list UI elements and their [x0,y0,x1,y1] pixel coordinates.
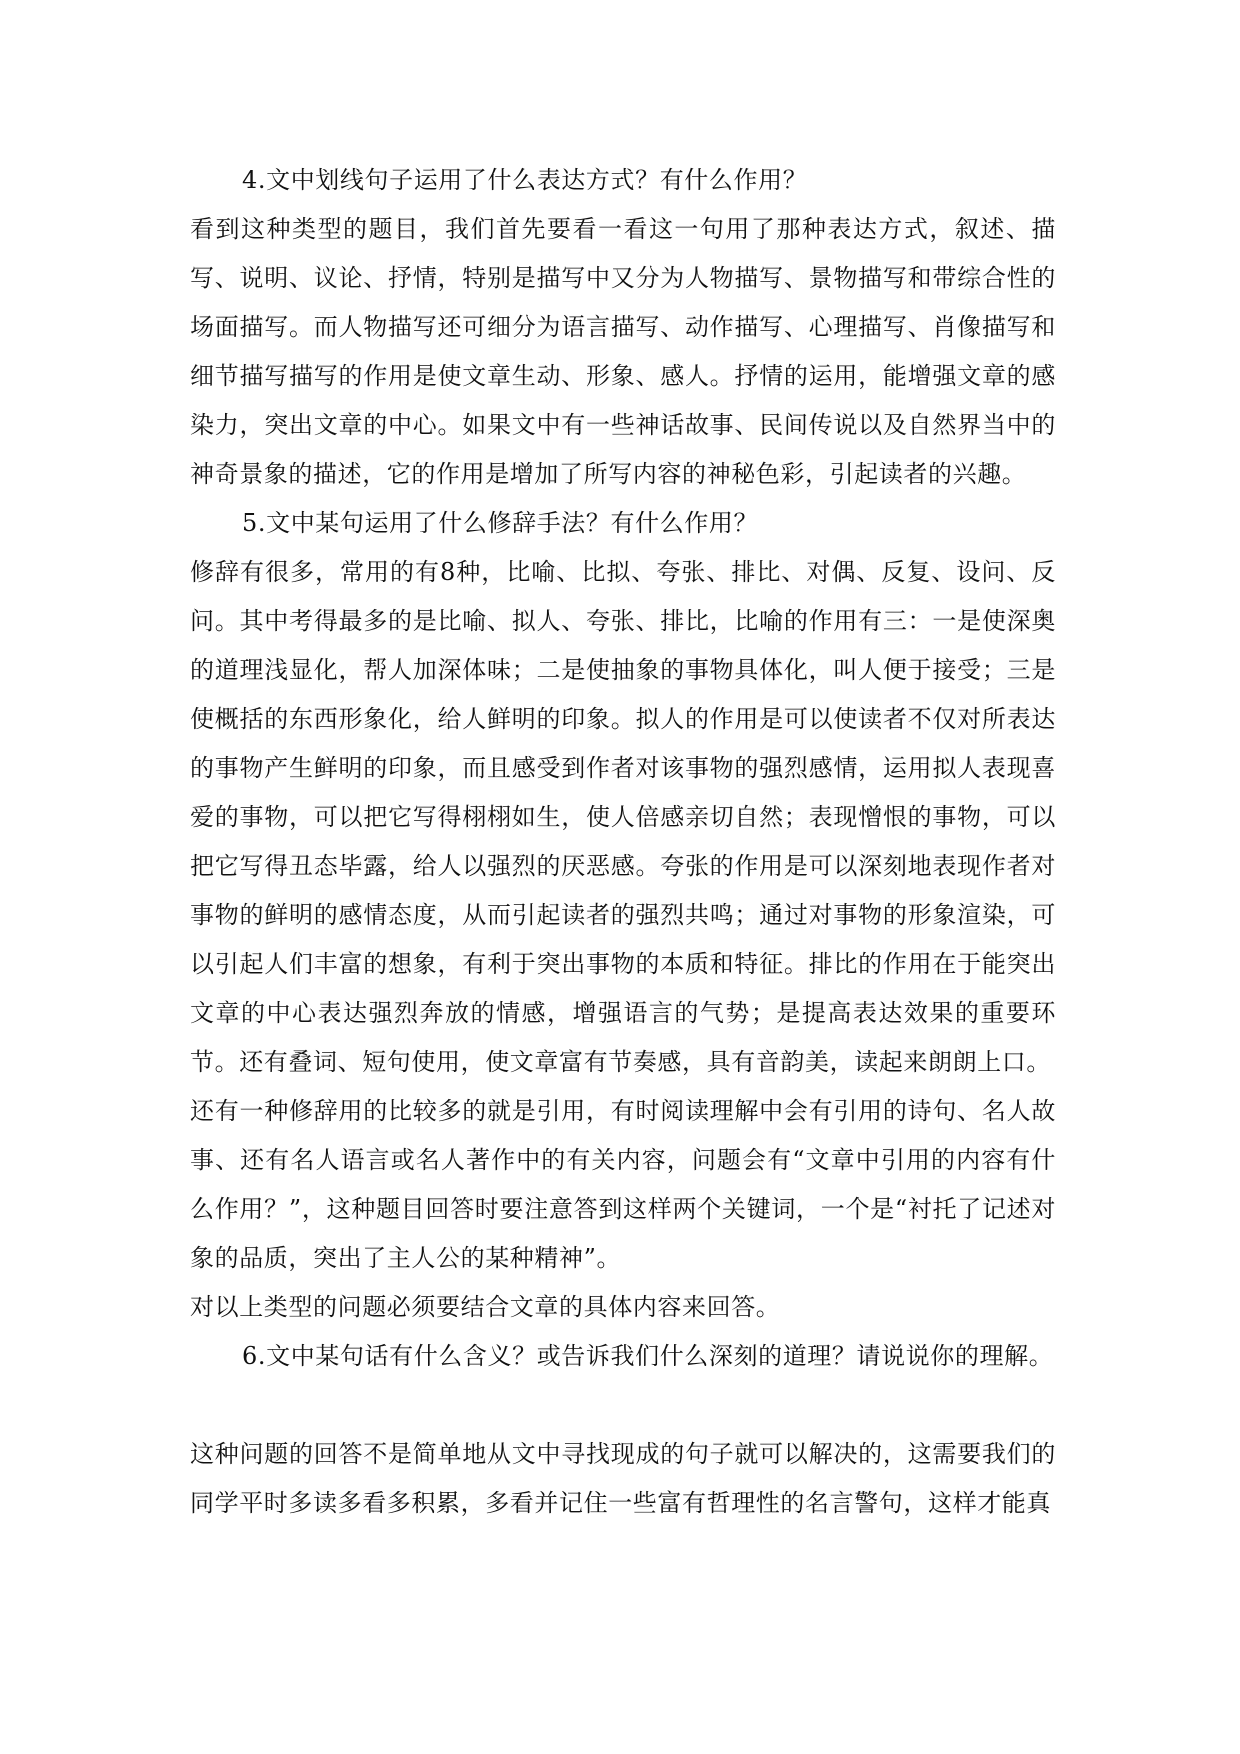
question-6-answer: 这种问题的回答不是简单地从文中寻找现成的句子就可以解决的，这需要我们的同学平时多读多看多积累，多看并记住一些富有哲理性的名言警句，这样才能真 [190,1440,1056,1517]
quotation-paragraph: 还有一种修辞用的比较多的就是引用，有时阅读理解中会有引用的诗句、名人故事、还有名人语言或名人著作中的有关内容，问题会有“文章中引用的内容有什么作用？”，这种题目回答时要注意答到这样两个关键词，一个是“衬托了记述对象的品质，突出了主人公的某种精神”。 [190,1097,1056,1272]
blank-line [190,1381,1056,1430]
question-5-heading: 5.文中某句运用了什么修辞手法？有什么作用？ [242,509,759,537]
question-4-heading: 4.文中划线句子运用了什么表达方式？有什么作用？ [242,166,808,194]
summary-paragraph: 对以上类型的问题必须要结合文章的具体内容来回答。 [190,1293,781,1321]
question-5-answer: 修辞有很多，常用的有8种，比喻、比拟、夸张、排比、对偶、反复、设问、反问。其中考得最多的是比喻、拟人、夸张、排比，比喻的作用有三：一是使深奥的道理浅显化，帮人加深体味；二是使抽象的事物具体化，叫人便于接受；三是使概括的东西形象化，给人鲜明的印象。拟人的作用是可以使读者不仅对所表达的事物产生鲜明的印象，而且感受到作者对该事物的强烈感情，运用拟人表现喜爱的事物，可以把它写得栩栩如生，使人倍感亲切自然；表现憎恨的事物，可以把它写得丑态毕露，给人以强烈的厌恶感。夸张的作用是可以深刻地表现作者对事物的鲜明的感情态度，从而引起读者的强烈共鸣；通过对事物的形象渲染，可以引起人们丰富的想象，有利于突出事物的本质和特征。排比的作用在于能突出文章的中心表达强烈奔放的情感，增强语言的气势；是提高表达效果的重要环节。还有叠词、短句使用，使文章富有节奏感，具有音韵美，读起来朗朗上口。 [190,558,1056,1076]
document-body [190,156,1056,1528]
question-6-heading: 6.文中某句话有什么含义？或告诉我们什么深刻的道理？请说说你的理解。 [242,1342,1054,1370]
question-4-answer: 看到这种类型的题目，我们首先要看一看这一句用了那种表达方式，叙述、描写、说明、议论、抒情，特别是描写中又分为人物描写、景物描写和带综合性的场面描写。而人物描写还可细分为语言描写、动作描写、心理描写、肖像描写和细节描写描写的作用是使文章生动、形象、感人。抒情的运用，能增强文章的感染力，突出文章的中心。如果文中有一些神话故事、民间传说以及自然界当中的神奇景象的描述，它的作用是增加了所写内容的神秘色彩，引起读者的兴趣。 [190,215,1056,488]
